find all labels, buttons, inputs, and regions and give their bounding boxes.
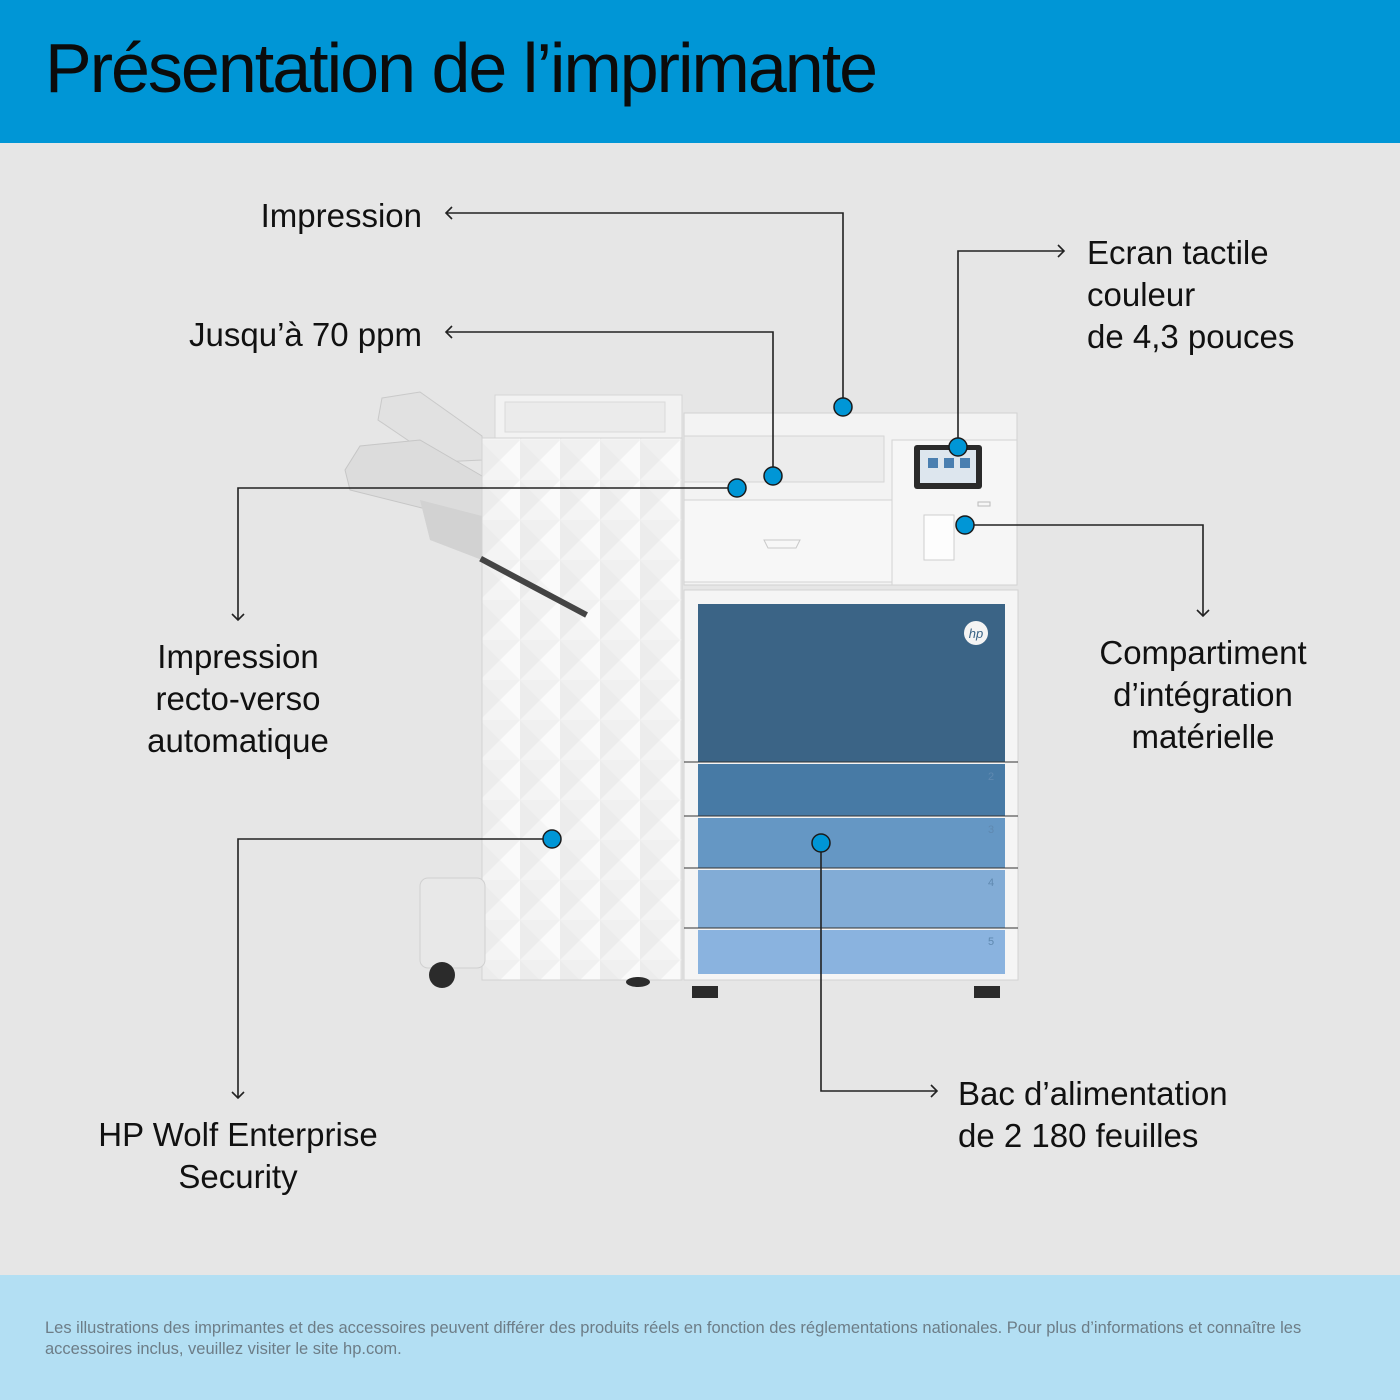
label-duplex (88, 636, 388, 762)
label-line: Ecran tactile (1087, 234, 1269, 271)
marker-dot-speed (764, 467, 782, 485)
tray-number: 3 (988, 824, 995, 836)
label-line: Compartiment (1099, 634, 1307, 671)
paper-tray-stack (684, 590, 1018, 998)
label-line: Impression (157, 638, 319, 675)
label-line: Bac d’alimentation (958, 1075, 1228, 1112)
marker-dot-hardware (956, 516, 974, 534)
label-touchscreen (1087, 232, 1294, 358)
marker-dot-tray (812, 834, 830, 852)
label-security (58, 1114, 418, 1198)
label-line: d’intégration (1113, 676, 1293, 713)
hp-logo (964, 621, 988, 645)
marker-dot-print (834, 398, 852, 416)
touchscreen-panel (914, 445, 982, 489)
label-input-tray (958, 1073, 1228, 1157)
callout-line-print (446, 213, 843, 407)
printer-body (684, 413, 1017, 585)
label-line: HP Wolf Enterprise (98, 1116, 378, 1153)
marker-dot-touchscreen (949, 438, 967, 456)
tray-number: 2 (988, 771, 995, 783)
marker-dot-duplex (728, 479, 746, 497)
label-print: Impression (260, 197, 422, 234)
tray-number: 4 (988, 877, 995, 889)
label-speed: Jusqu’à 70 ppm (189, 316, 422, 353)
label-hardware-pocket (1053, 632, 1353, 758)
page-title: Présentation de l’imprimante (45, 29, 877, 107)
label-line: de 2 180 feuilles (958, 1117, 1199, 1154)
label-line: de 4,3 pouces (1087, 318, 1295, 355)
label-line: Security (178, 1158, 298, 1195)
label-line: couleur (1087, 276, 1196, 313)
label-line: recto-verso (155, 680, 321, 717)
output-trays (345, 392, 482, 560)
hp-logo-text: hp (968, 626, 984, 641)
footer-disclaimer: Les illustrations des imprimantes et des accessoires peuvent différer des produits réels en fonction des réglementations nationales. Pour plus d’informations et connaître les accessoires inclus, veuillez visiter le site hp.com. (45, 1319, 1302, 1358)
label-line: matérielle (1131, 718, 1275, 755)
label-line: automatique (147, 722, 329, 759)
tray-number: 5 (988, 936, 995, 948)
marker-dot-security (543, 830, 561, 848)
